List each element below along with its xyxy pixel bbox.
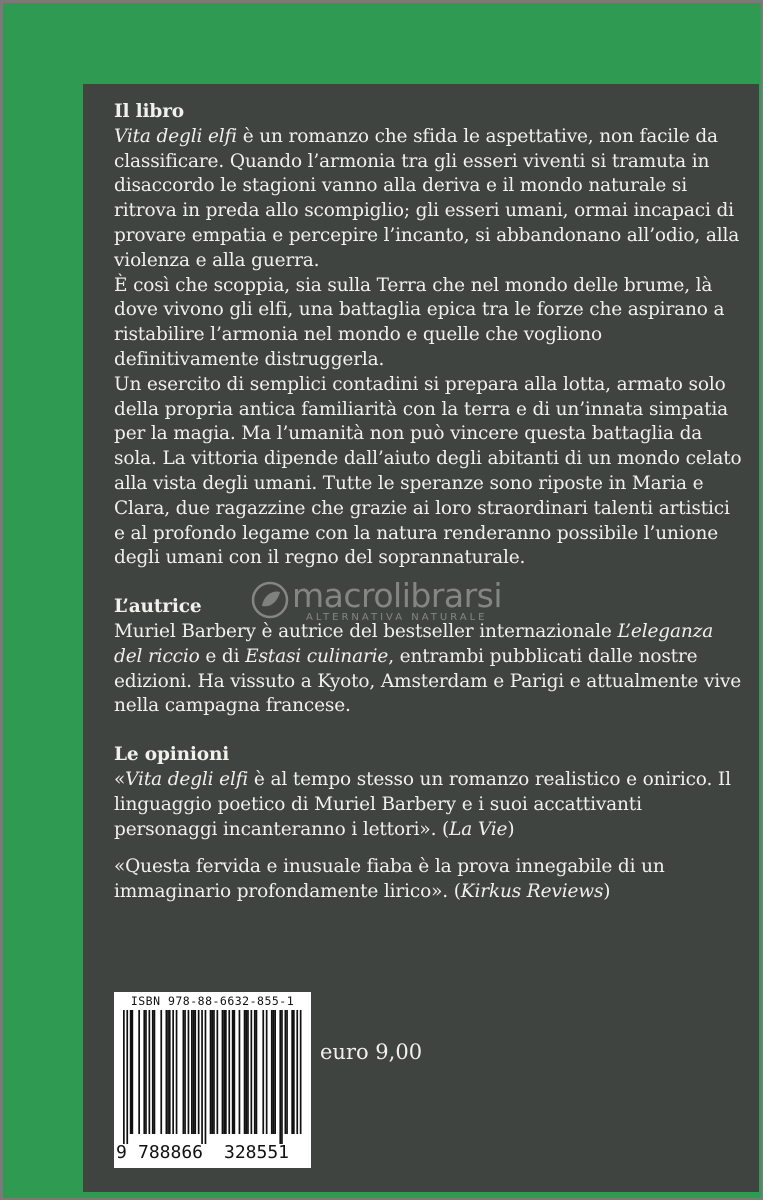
quote2-source: Kirkus Reviews — [460, 881, 604, 903]
barcode-bar — [228, 1010, 230, 1134]
barcode-bar — [256, 1010, 258, 1134]
quote1-source: La Vie — [449, 818, 508, 840]
author-book-title-1: L’eleganza del riccio — [114, 620, 714, 667]
barcode-bar — [296, 1010, 298, 1134]
isbn-digit-right-group: 328551 — [224, 1142, 290, 1163]
barcode-bar — [225, 1010, 227, 1134]
barcode-bar — [274, 1010, 276, 1134]
barcode-bar — [191, 1010, 193, 1134]
isbn-barcode — [114, 992, 311, 1168]
barcode-bar — [152, 1010, 154, 1134]
barcode-bar — [183, 1010, 185, 1134]
section-heading-author: L’autrice — [114, 596, 202, 618]
barcode-bar — [222, 1010, 224, 1134]
section-book — [114, 100, 744, 571]
quote2-close: ) — [603, 881, 611, 903]
review-quote-2 — [114, 855, 744, 905]
quote1-open: « — [114, 768, 126, 790]
author-book-title-2: Estasi culinarie — [245, 645, 389, 667]
quote1-title: Vita degli elfi — [125, 768, 249, 790]
author-text-2: e di — [199, 645, 246, 667]
barcode-bar — [279, 1010, 281, 1144]
leaf-logo-icon — [250, 580, 290, 620]
barcode-bar — [234, 1010, 236, 1134]
barcode-bar — [281, 1010, 283, 1144]
barcode-bar — [223, 1010, 225, 1134]
book-title-italic: Vita degli elfi — [114, 125, 238, 147]
quote2-text: «Questa fervida e inusuale fiaba è la prova innegabile di un immaginario profondamente lirico». ( — [114, 856, 665, 903]
book-paragraph-2: È così che scoppia, sia sulla Terra che nel mondo delle brume, là dove vivono gli elfi, una battaglia epica tra le forze che aspirano a ristabilire l’armonia nel mondo e quelle che vogliono definitivamente distruggerla. — [114, 274, 725, 370]
barcode-bar — [126, 1010, 128, 1144]
isbn-digit-left-group: 788866 — [138, 1142, 204, 1163]
barcode-bar — [130, 1010, 132, 1134]
barcode-bar — [300, 1010, 302, 1134]
price-label: euro 9,00 — [320, 1040, 423, 1064]
barcode-bar — [184, 1010, 186, 1134]
barcode-bar — [169, 1010, 171, 1134]
author-text-3: , entrambi pubblicati dalle nostre edizioni. Ha vissuto a Kyoto, Amsterdam e Parigi e attualmente vive nella campagna francese. — [114, 645, 742, 717]
watermark-brand: macrolibrarsi — [292, 576, 503, 615]
barcode-bar — [205, 1010, 207, 1144]
barcode-bars — [123, 1010, 305, 1144]
quote1-text: è al tempo stesso un romanzo realistico e onirico. Il linguaggio poetico di Muriel Barbery e i suoi accattivanti personaggi incanteranno i lettori». ( — [114, 768, 731, 840]
barcode-bar — [198, 1010, 200, 1134]
barcode-bar — [166, 1010, 168, 1134]
barcode-bar — [254, 1010, 256, 1134]
barcode-bar — [194, 1010, 196, 1134]
barcode-bar — [167, 1010, 169, 1134]
barcode-bar — [193, 1010, 195, 1134]
barcode-bar — [210, 1010, 212, 1134]
barcode-bar — [176, 1010, 178, 1134]
barcode-bar — [285, 1010, 287, 1134]
section-heading-book: Il libro — [114, 101, 184, 122]
barcode-bar — [293, 1010, 295, 1134]
barcode-bar — [291, 1010, 293, 1134]
barcode-bar — [138, 1010, 140, 1134]
barcode-bar — [271, 1010, 273, 1134]
barcode-bar — [132, 1010, 134, 1134]
barcode-bar — [154, 1010, 156, 1134]
barcode-bar — [251, 1010, 253, 1134]
watermark-tagline: ALTERNATIVA NATURALE — [306, 612, 488, 623]
isbn-label: ISBN 978-88-6632-855-1 — [130, 994, 295, 1008]
quote1-close: ) — [507, 818, 515, 840]
barcode-bar — [232, 1010, 234, 1134]
barcode-bar — [188, 1010, 190, 1134]
barcode-bar — [123, 1010, 125, 1144]
barcode-bar — [201, 1010, 203, 1144]
barcode-bar — [145, 1010, 147, 1134]
review-quote-1 — [114, 768, 744, 842]
author-text-1: Muriel Barbery è autrice del bestseller internazionale — [114, 620, 618, 642]
barcode-bar — [245, 1010, 247, 1134]
barcode-bar — [266, 1010, 268, 1134]
barcode-bar — [286, 1010, 288, 1134]
macrolibrarsi-watermark — [250, 576, 570, 626]
author-paragraph — [114, 620, 744, 719]
barcode-bar — [211, 1010, 213, 1134]
barcode-bar — [213, 1010, 215, 1134]
barcode-bar — [273, 1010, 275, 1134]
barcode-bar — [244, 1010, 246, 1134]
barcode-bar — [172, 1010, 174, 1134]
section-heading-reviews: Le opinioni — [114, 744, 230, 766]
barcode-bar — [262, 1010, 264, 1134]
book-paragraph-3: Un esercito di semplici contadini si prepara alla lotta, armato solo della propria antica familiarità con la terra e di un’innata simpatia per la magia. Ma l’umanità non può vincere questa battaglia da sola. La vittoria dipende dall’aiuto degli abitanti di un mondo celato alla vista degli umani. Tutte le speranze sono riposte in Maria e Clara, due ragazzine che grazie ai loro straordinari talenti artistici e al profondo legame con la natura renderanno possibile l’unione degli umani con il regno del soprannaturale. — [114, 373, 742, 569]
isbn-digit-prefix: 9 — [116, 1142, 127, 1163]
section-reviews — [114, 743, 744, 905]
barcode-bar — [143, 1010, 145, 1134]
book-paragraph-1-text: è un romanzo che sfida le aspettative, non facile da classificare. Quando l’armonia tra gli esseri viventi si tramuta in disaccordo le stagioni vanno alla deriva e il mondo naturale si ritrova in preda allo scompiglio; gli esseri umani, ormai incapaci di provare empatia e percepire l’incanto, si abbandonano all’odio, alla violenza e alla guerra. — [114, 125, 740, 271]
barcode-bar — [217, 1010, 219, 1134]
barcode-bar — [239, 1010, 241, 1134]
book-paragraph-1 — [114, 125, 744, 274]
barcode-bar — [149, 1010, 151, 1134]
blurb-content — [114, 100, 744, 929]
barcode-bar — [160, 1010, 162, 1134]
barcode-bar — [247, 1010, 249, 1134]
